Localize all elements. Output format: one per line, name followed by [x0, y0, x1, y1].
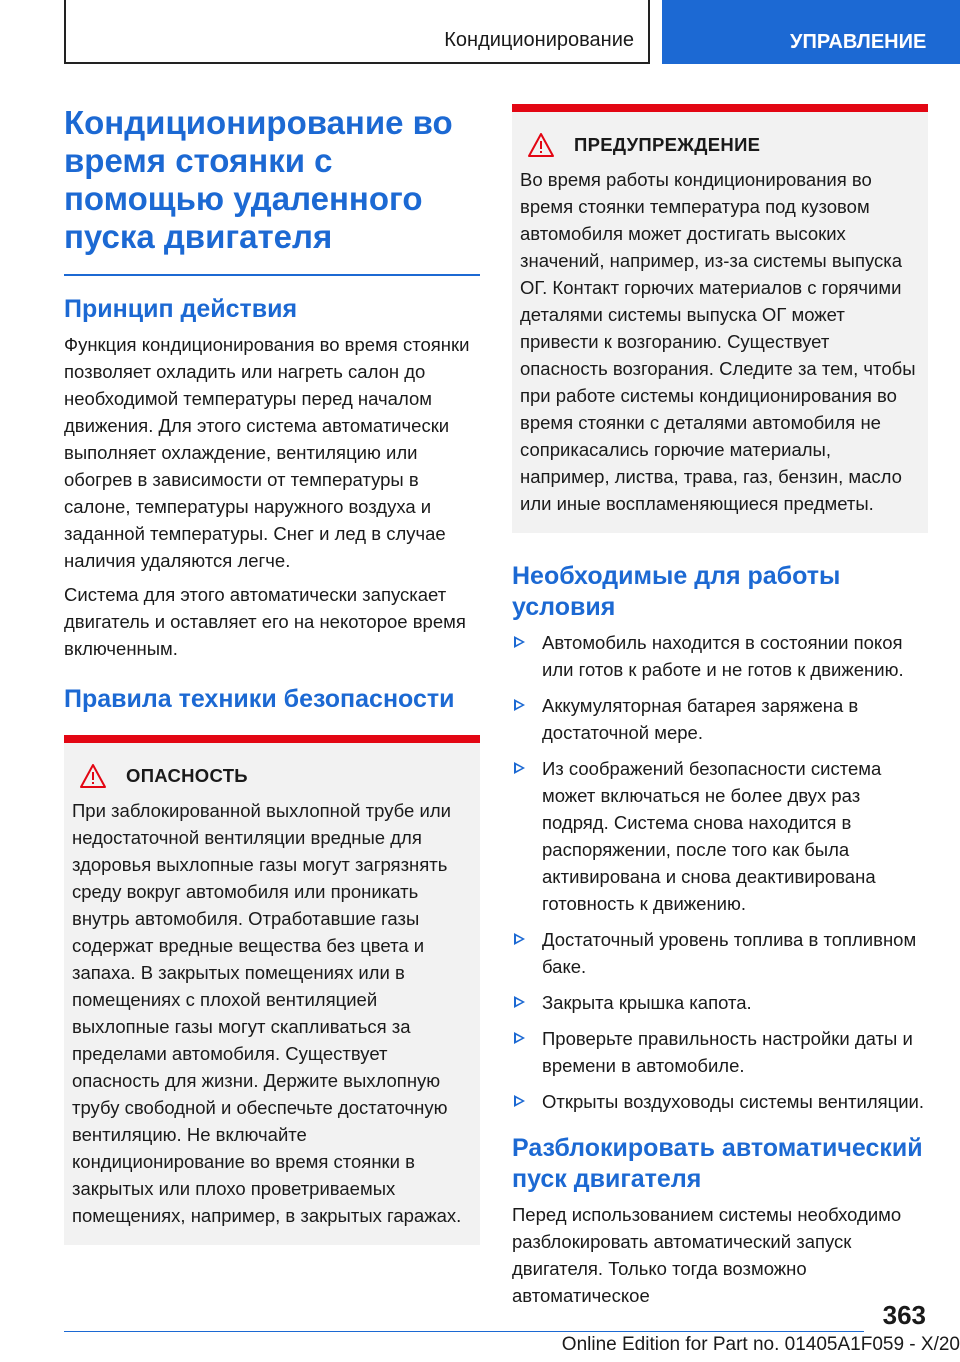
bullet-arrow-icon	[514, 933, 525, 945]
list-item: Закрыта крышка капота.	[512, 989, 928, 1016]
principle-heading: Принцип действия	[64, 295, 298, 323]
bullet-arrow-icon	[514, 1095, 525, 1107]
list-item: Аккумуляторная батарея заряжена в достаточной мере.	[512, 692, 928, 746]
header-chapter-tab	[662, 0, 960, 64]
danger-title: ОПАСНОСТЬ	[126, 765, 248, 786]
warning-box	[512, 104, 928, 533]
warning-text: Во время работы кондиционирования во время стоянки температура под кузовом автомобиля может достигать высоких значений, например, из-за системы выпуска ОГ. Контакт горючих материалов с горячими деталями системы выпуска ОГ может привести к возгоранию. Существует опасность возгорания. Следите за тем, чтобы при работе системы кондиционирования во время стоянки с деталями автомобиля не соприкасались горючие материалы, например, листва, трава, газ, бензин, масло или иные воспламеняющиеся предметы.	[520, 169, 916, 514]
header-chapter-label: УПРАВЛЕНИЕ	[790, 31, 927, 53]
bullet-arrow-icon	[514, 762, 525, 774]
principle-paragraph: Система для этого автоматически запускает двигатель и оставляет его на некоторое время включенным.	[64, 584, 466, 659]
header-section-tab	[64, 0, 650, 64]
unlock-heading: Разблокировать автоматический пуск двигателя	[512, 1134, 923, 1193]
list-item: Проверьте правильность настройки даты и времени в автомобиле.	[512, 1025, 928, 1079]
bullet-arrow-icon	[514, 996, 525, 1008]
danger-bar	[64, 735, 480, 743]
conditions-heading: Необходимые для работы условия	[512, 562, 841, 621]
bullet-arrow-icon	[514, 1032, 525, 1044]
warning-title: ПРЕДУПРЕЖДЕНИЕ	[574, 134, 761, 155]
page-title: Кондиционирование во время стоянки с помощью удаленного пуска двигателя	[64, 104, 453, 255]
principle-paragraph: Функция кондиционирования во время стоянки позволяет охладить или нагреть салон до необходимой температуры перед началом движения. Для этого система автоматически выполняет охлаждение, вентиляцию или обогрев в зависимости от температуры в салоне, температуры наружного воздуха и заданной температуры. Снег и лед в случае наличия удаляются легче.	[64, 334, 470, 571]
list-item: Автомобиль находится в состоянии покоя или готов к работе и не готов к движению.	[512, 629, 928, 683]
right-column	[512, 104, 928, 1316]
danger-box	[64, 735, 480, 1245]
list-item: Достаточный уровень топлива в топливном баке.	[512, 926, 928, 980]
danger-text: При заблокированной выхлопной трубе или недостаточной вентиляции вредные для здоровья выхлопные газы могут загрязнять среду вокруг автомобиля или проникать внутрь автомобиля. Отработавшие газы содержат вредные вещества без цвета и запаха. В закрытых помещениях или в помещениях с плохой вентиляцией выхлопные газы могут скапливаться за пределами автомобиля. Существует опасность для жизни. Держите выхлопную трубу свободной и обеспечьте достаточную вентиляцию. Не включайте кондиционирование во время стоянки в закрытых или плохо проветриваемых помещениях, например, в закрытых гаражах.	[72, 800, 462, 1226]
header-section-label: Кондиционирование	[444, 29, 634, 51]
page-number: 363	[882, 1300, 926, 1330]
warning-triangle-icon	[72, 763, 114, 789]
bullet-arrow-icon	[514, 699, 525, 711]
safety-heading: Правила техники безопасности	[64, 685, 455, 713]
conditions-list	[512, 629, 928, 1115]
bullet-arrow-icon	[514, 636, 525, 648]
warning-bar	[512, 104, 928, 112]
footer-divider	[64, 1331, 864, 1332]
title-divider	[64, 274, 480, 276]
warning-triangle-icon	[520, 132, 562, 158]
left-column	[64, 104, 480, 1245]
list-item: Из соображений безопасности система может включаться не более двух раз подряд. Система снова находится в распоряжении, после того как была активирована и снова деактивирована готовность к движению.	[512, 755, 928, 917]
edition-footer: Online Edition for Part no. 01405A1F059 - X/20	[561, 1334, 960, 1355]
unlock-paragraph: Перед использованием системы необходимо разблокировать автоматический запуск двигателя. Только тогда возможно автоматическое	[512, 1204, 902, 1306]
list-item: Открыты воздуховоды системы вентиляции.	[512, 1088, 928, 1115]
